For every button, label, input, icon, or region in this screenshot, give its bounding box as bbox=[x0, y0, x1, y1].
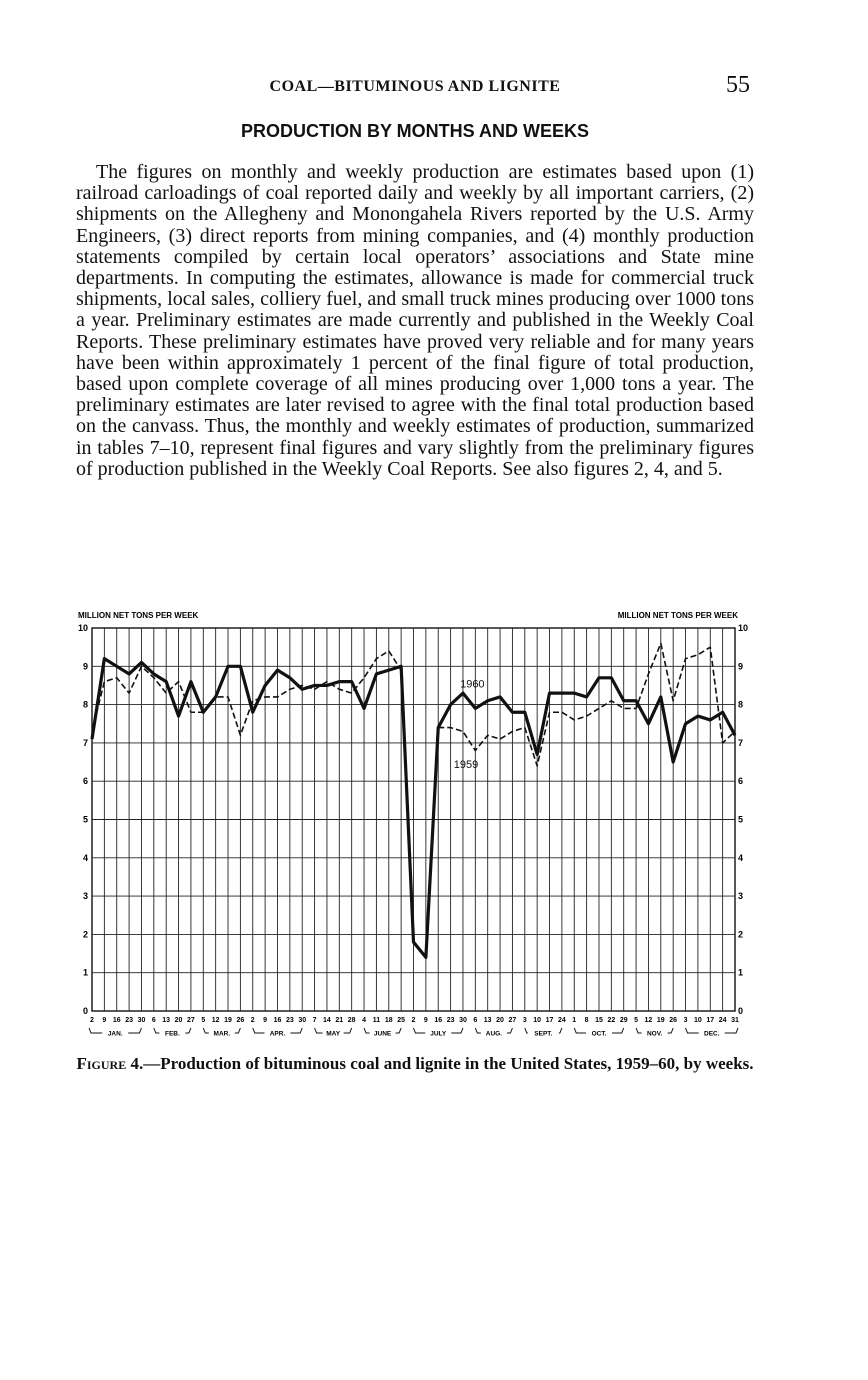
y-tick-label-left: 9 bbox=[82, 661, 88, 672]
x-tick-label: 12 bbox=[211, 1017, 220, 1024]
y-tick-label-left: 10 bbox=[77, 623, 88, 633]
month-bracket bbox=[89, 1028, 102, 1033]
x-tick-label: 19 bbox=[656, 1017, 665, 1024]
month-bracket bbox=[475, 1028, 481, 1033]
y-tick-label-right: 3 bbox=[738, 891, 744, 902]
y-tick-label-right: 1 bbox=[738, 967, 744, 978]
x-tick-label: 9 bbox=[423, 1017, 428, 1024]
x-tick-label: 28 bbox=[347, 1017, 356, 1024]
figure-caption bbox=[76, 1054, 754, 1074]
x-tick-label: 10 bbox=[533, 1017, 542, 1024]
x-tick-label: 3 bbox=[522, 1017, 527, 1024]
x-tick-label: 13 bbox=[162, 1017, 171, 1024]
chart-svg bbox=[70, 600, 770, 1050]
y-tick-label-left: 8 bbox=[82, 699, 88, 710]
month-bracket bbox=[344, 1028, 352, 1033]
x-tick-label: 27 bbox=[508, 1017, 517, 1024]
y-tick-label-right: 8 bbox=[738, 699, 744, 710]
x-tick-label: 23 bbox=[285, 1017, 294, 1024]
x-tick-label: 19 bbox=[224, 1017, 232, 1024]
x-tick-label: 12 bbox=[644, 1017, 653, 1024]
running-title: COAL—BITUMINOUS AND LIGNITE bbox=[269, 78, 561, 95]
month-bracket bbox=[686, 1028, 699, 1033]
month-bracket bbox=[203, 1028, 209, 1033]
month-bracket bbox=[315, 1028, 323, 1033]
x-tick-label: 30 bbox=[459, 1017, 467, 1024]
month-bracket bbox=[290, 1028, 302, 1033]
x-tick-label: 6 bbox=[151, 1017, 156, 1024]
y-tick-label-left: 2 bbox=[82, 929, 88, 940]
month-bracket bbox=[253, 1028, 265, 1033]
y-tick-label-right: 9 bbox=[738, 661, 744, 672]
y-tick-label-right: 0 bbox=[738, 1006, 744, 1016]
month-bracket bbox=[154, 1028, 160, 1033]
body-paragraph bbox=[76, 162, 754, 480]
y-tick-label-right: 5 bbox=[738, 814, 744, 825]
month-label: APR. bbox=[269, 1030, 286, 1038]
x-tick-label: 27 bbox=[187, 1017, 195, 1024]
month-bracket bbox=[574, 1028, 586, 1033]
x-tick-label: 30 bbox=[298, 1017, 307, 1024]
figure-caption-label: Figure 4. bbox=[76, 1054, 144, 1073]
x-tick-label: 30 bbox=[137, 1017, 146, 1024]
x-tick-label: 13 bbox=[483, 1017, 492, 1024]
x-tick-label: 10 bbox=[694, 1017, 702, 1024]
month-label: JAN. bbox=[107, 1030, 123, 1038]
x-tick-label: 20 bbox=[496, 1017, 504, 1024]
month-bracket bbox=[668, 1028, 674, 1033]
month-bracket bbox=[725, 1028, 738, 1033]
x-tick-label: 17 bbox=[706, 1017, 715, 1024]
x-tick-label: 16 bbox=[112, 1017, 121, 1024]
x-tick-label: 16 bbox=[273, 1017, 282, 1024]
x-tick-label: 8 bbox=[584, 1017, 589, 1024]
month-bracket bbox=[507, 1028, 513, 1033]
page-number: 55 bbox=[726, 72, 750, 98]
x-tick-label: 11 bbox=[372, 1017, 381, 1024]
y-tick-label-left: 3 bbox=[82, 891, 88, 902]
running-head bbox=[0, 72, 868, 104]
x-tick-label: 2 bbox=[90, 1017, 94, 1024]
y-tick-label-left: 0 bbox=[82, 1006, 88, 1016]
month-label: JUNE bbox=[373, 1030, 392, 1038]
x-tick-label: 21 bbox=[335, 1017, 344, 1024]
x-tick-label: 2 bbox=[411, 1017, 416, 1024]
x-tick-label: 15 bbox=[595, 1017, 603, 1024]
month-label: DEC. bbox=[704, 1030, 720, 1038]
y-tick-label-left: 7 bbox=[82, 737, 88, 748]
month-bracket bbox=[128, 1028, 141, 1033]
x-tick-label: 1 bbox=[572, 1017, 577, 1024]
y-tick-label-right: 7 bbox=[738, 737, 744, 748]
figure-caption-text: —Production of bituminous coal and lignite in the United States, 1959–60, by weeks. bbox=[143, 1054, 754, 1073]
month-label: NOV. bbox=[646, 1030, 663, 1038]
x-tick-label: 6 bbox=[473, 1017, 478, 1024]
y-tick-label-right: 6 bbox=[738, 776, 744, 787]
x-tick-label: 23 bbox=[125, 1017, 133, 1024]
x-tick-label: 23 bbox=[446, 1017, 455, 1024]
x-tick-label: 7 bbox=[312, 1017, 317, 1024]
y-tick-label-left: 6 bbox=[82, 776, 88, 787]
x-tick-label: 26 bbox=[236, 1017, 245, 1024]
month-bracket bbox=[636, 1028, 642, 1033]
x-tick-label: 17 bbox=[545, 1017, 554, 1024]
x-tick-label: 22 bbox=[607, 1017, 616, 1024]
month-bracket bbox=[414, 1028, 426, 1033]
figure-4-chart bbox=[70, 600, 770, 1050]
month-bracket bbox=[235, 1028, 241, 1033]
month-label: AUG. bbox=[485, 1030, 502, 1038]
y-tick-label-right: 10 bbox=[738, 623, 749, 633]
x-tick-label: 5 bbox=[201, 1017, 206, 1024]
x-tick-label: 18 bbox=[384, 1017, 393, 1024]
y-tick-label-right: 4 bbox=[738, 852, 744, 863]
month-bracket bbox=[396, 1028, 402, 1033]
month-label: MAR. bbox=[213, 1030, 231, 1038]
y-tick-label-right: 2 bbox=[738, 929, 744, 940]
x-tick-label: 3 bbox=[683, 1017, 688, 1024]
month-label: JULY bbox=[430, 1030, 447, 1038]
x-tick-label: 24 bbox=[718, 1017, 727, 1024]
x-tick-label: 5 bbox=[634, 1017, 639, 1024]
annotation-1959: 1959 bbox=[453, 758, 479, 771]
annotation-1960: 1960 bbox=[460, 678, 485, 691]
month-label: MAY bbox=[326, 1030, 341, 1038]
x-tick-label: 20 bbox=[174, 1017, 183, 1024]
month-bracket bbox=[612, 1028, 624, 1033]
month-bracket bbox=[185, 1028, 191, 1033]
x-tick-label: 24 bbox=[557, 1017, 566, 1024]
y-tick-label-left: 1 bbox=[82, 967, 88, 978]
x-tick-label: 25 bbox=[397, 1017, 406, 1024]
month-bracket bbox=[451, 1028, 463, 1033]
y-axis-label-right: MILLION NET TONS PER WEEK bbox=[617, 611, 738, 620]
x-tick-label: 16 bbox=[434, 1017, 443, 1024]
body-paragraph-text: The figures on monthly and weekly production are estimates based upon (1) railroad carloadings of coal reported daily and weekly by all important carriers, (2) shipments on the Allegheny and Monongahela Rivers reported by the U.S. Army Engineers, (3) direct reports from mining companies, and (4) monthly production statements compiled by certain local operators’ associations and State mine departments. In computing the estimates, allowance is made for commercial truck shipments, local sales, colliery fuel, and small truck mines producing over 1000 tons a year. Preliminary estimates are made currently and published in the Weekly Coal Reports. These preliminary estimates have proved very reliable and for many years have been within approximately 1 percent of the final figure of total production, based upon complete coverage of all mines producing over 1,000 tons a year. The preliminary estimates are later revised to agree with the final total production based on the canvass. Thus, the monthly and weekly estimates of production, summarized in tables 7–10, represent final figures and vary slightly from the preliminary figures of production published in the Weekly Coal Reports. See also figures 2, 4, and 5. bbox=[76, 161, 754, 480]
x-tick-label: 14 bbox=[323, 1017, 331, 1024]
x-tick-label: 29 bbox=[619, 1017, 628, 1024]
month-bracket bbox=[559, 1028, 562, 1033]
month-label: OCT. bbox=[591, 1030, 607, 1038]
x-tick-label: 4 bbox=[362, 1017, 366, 1024]
x-tick-label: 2 bbox=[250, 1017, 255, 1024]
y-tick-label-left: 4 bbox=[82, 852, 88, 863]
x-tick-label: 9 bbox=[263, 1017, 268, 1024]
x-tick-label: 9 bbox=[102, 1017, 107, 1024]
x-tick-label: 31 bbox=[731, 1017, 739, 1024]
section-title: PRODUCTION BY MONTHS AND WEEKS bbox=[240, 121, 589, 141]
month-label: FEB. bbox=[164, 1030, 180, 1038]
month-bracket bbox=[364, 1028, 370, 1033]
x-tick-label: 26 bbox=[669, 1017, 678, 1024]
y-tick-label-left: 5 bbox=[82, 814, 88, 825]
y-axis-label-left: MILLION NET TONS PER WEEK bbox=[78, 611, 199, 620]
month-label: SEPT. bbox=[534, 1030, 553, 1038]
month-bracket bbox=[525, 1028, 528, 1033]
